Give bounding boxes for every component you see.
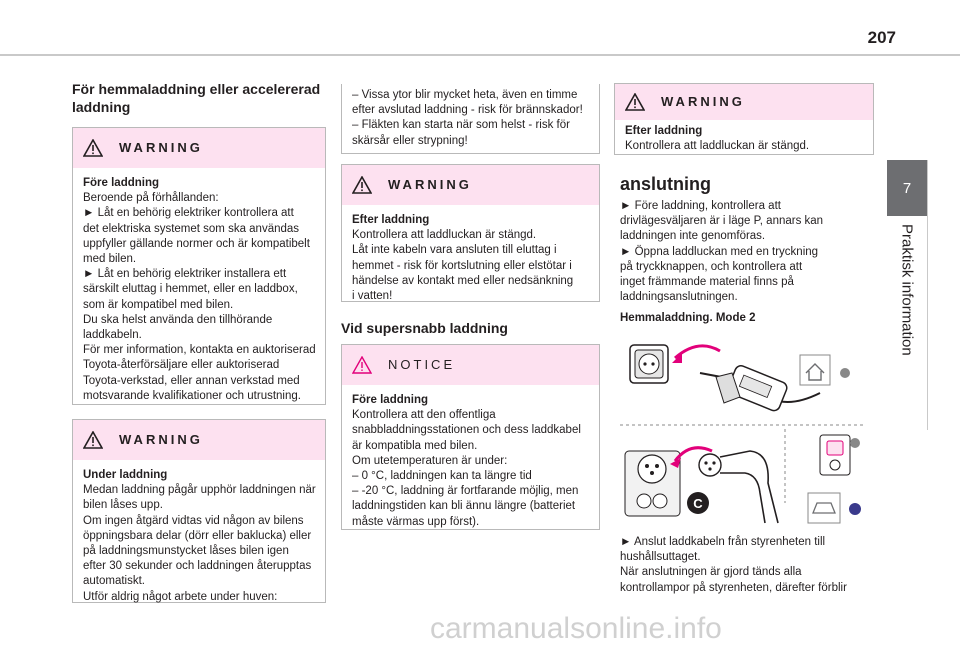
- charging-connector-icon: [699, 451, 778, 523]
- warning-triangle-icon: [625, 93, 645, 111]
- text-line: Före laddning: [83, 177, 160, 189]
- text-line: Före laddning: [352, 394, 429, 406]
- text-line: Utför aldrig något arbete under huven:: [83, 590, 278, 603]
- text-line: ► Låt en behörig elektriker installera ett: [83, 268, 287, 281]
- text-line: särskilt eluttag i hemmet, eller en laddbox,: [83, 283, 298, 296]
- text-line: Beroende på förhållanden:: [83, 192, 219, 205]
- text-line: på tryckknappen, och kontrollera att: [620, 260, 803, 273]
- text-line: uppfyller gällande normer och är kompatibelt: [83, 237, 310, 250]
- text-line: Du ska helst använda den tillhörande: [83, 313, 273, 326]
- warning-continuation: [341, 84, 600, 154]
- watermark: carmanualsonline.info: [430, 612, 722, 645]
- text-line: bilen låses upp.: [83, 499, 163, 512]
- warning-header: [615, 84, 873, 120]
- charging-illustration: [620, 333, 870, 528]
- text-line: Efter laddning: [625, 125, 703, 137]
- text-line: snabbladdningsstationen och dess laddkabel: [352, 424, 581, 437]
- warning-header: [73, 128, 325, 168]
- warning-label: WARNING: [388, 177, 472, 193]
- text-line: Toyota-återförsäljare eller auktoriserad: [83, 359, 280, 372]
- text-line: hemmet - risk för kortslutning eller elstötar i: [352, 259, 572, 272]
- text-line: i vatten!: [352, 290, 393, 303]
- text-line: Kontrollera att den offentliga: [352, 409, 496, 422]
- warning-box-during-charging: [72, 419, 326, 603]
- text-line: är kompatibla med bilen.: [352, 439, 478, 452]
- text-line: För mer information, kontakta en auktoriserad: [83, 344, 316, 357]
- text-line: motsvarande kvalifikationer och utrustning.: [83, 389, 301, 402]
- text-line: – -20 °C, laddning är fortfarande möjlig, men: [352, 485, 579, 498]
- text-line: laddningen inte genomföras.: [620, 230, 766, 243]
- text-line: efter avslutad laddning - risk för brännskador!: [352, 104, 583, 117]
- warning-label: WARNING: [119, 432, 203, 448]
- subheading-mode2: Hemmaladdning. Mode 2: [620, 312, 756, 324]
- connection-after-text: [620, 535, 876, 596]
- text-line: – Vissa ytor blir mycket heta, även en timme: [352, 89, 578, 101]
- chapter-title: Praktisk information: [898, 224, 916, 356]
- warning-body: [615, 120, 873, 162]
- warning-header: [73, 420, 325, 460]
- text-line: öppningsbara delar (dörr eller baklucka) eller: [83, 529, 312, 542]
- text-line: Kontrollera att laddluckan är stängd.: [625, 140, 810, 153]
- warning-box-after-charging-2: [614, 83, 874, 155]
- text-line: ► Anslut laddkabeln från styrenheten till: [620, 536, 826, 548]
- text-line: – Fläkten kan starta när som helst - risk för: [352, 119, 570, 132]
- text-line: drivlägesväljaren är i läge P, annars kan: [620, 215, 824, 228]
- connection-instructions: [620, 199, 876, 305]
- text-line: När anslutningen är gjord tänds alla: [620, 566, 802, 579]
- text-line: skärsår eller strypning!: [352, 134, 468, 147]
- warning-box-before-charging: [72, 127, 326, 405]
- text-line: händelse av kontakt med eller nedsänkning: [352, 274, 574, 287]
- side-rule: [927, 160, 928, 430]
- text-line: måste värmas upp först).: [352, 515, 480, 528]
- figure-label: C: [693, 496, 703, 511]
- warning-box-after-charging: [341, 164, 600, 302]
- text-line: ► Före laddning, kontrollera att: [620, 200, 781, 212]
- notice-label: NOTICE: [388, 357, 456, 373]
- continuation-body: [342, 84, 599, 157]
- text-line: ► Låt en behörig elektriker kontrollera att: [83, 207, 294, 220]
- notice-header: [342, 345, 599, 385]
- text-line: kontrollampor på styrenheten, därefter förblir: [620, 581, 847, 594]
- text-line: laddningstiden kan bli ännu längre (batteriet: [352, 500, 576, 513]
- page-number: 207: [867, 28, 896, 47]
- warning-label: WARNING: [661, 94, 745, 110]
- vehicle-inlet-icon: [625, 451, 680, 516]
- section-heading-connection: anslutning: [620, 174, 711, 194]
- text-line: Under laddning: [83, 469, 168, 481]
- warning-header: [342, 165, 599, 205]
- text-line: på laddningsmunstycket låses bilen igen: [83, 545, 289, 558]
- text-line: som är kompatibel med bilen.: [83, 298, 234, 311]
- text-line: Låt inte kabeln vara ansluten till eluttag i: [352, 244, 557, 257]
- warning-label: WARNING: [119, 140, 203, 156]
- text-line: Efter laddning: [352, 214, 430, 226]
- warning-triangle-icon: [352, 176, 372, 194]
- text-line: hushållsuttaget.: [620, 551, 701, 564]
- text-line: Om ingen åtgärd vidtas vid någon av bilens: [83, 514, 304, 527]
- text-line: det elektriska systemet som ska användas: [83, 222, 300, 235]
- section-heading-supercharge: Vid supersnabb laddning: [341, 320, 508, 336]
- text-line: laddkabeln.: [83, 329, 142, 342]
- notice-body: [342, 385, 599, 538]
- section-heading: För hemmaladdning eller accelererad laddning: [72, 81, 321, 115]
- warning-body: [342, 205, 599, 312]
- text-line: Kontrollera att laddluckan är stängd.: [352, 229, 537, 242]
- chapter-tab[interactable]: 7: [887, 160, 927, 216]
- text-line: Medan laddning pågår upphör laddningen när: [83, 484, 316, 497]
- warning-body: [73, 168, 325, 412]
- car-icon: [808, 493, 840, 523]
- text-line: automatiskt.: [83, 575, 145, 588]
- text-line: efter 30 sekunder och laddningen återupptas: [83, 560, 312, 573]
- household-socket-icon: [630, 345, 668, 383]
- top-rule: [0, 54, 960, 56]
- text-line: ► Öppna laddluckan med en tryckning: [620, 245, 819, 258]
- text-line: Om utetemperaturen är under:: [352, 454, 508, 467]
- warning-body: [73, 460, 325, 613]
- text-line: inget främmande material finns på: [620, 276, 794, 289]
- text-line: Toyota-verkstad, eller annan verkstad med: [83, 374, 300, 387]
- warning-triangle-icon: [83, 139, 103, 157]
- column-1: [72, 80, 326, 116]
- text-line: med bilen.: [83, 253, 137, 266]
- warning-triangle-icon: [83, 431, 103, 449]
- text-line: – 0 °C, laddningen kan ta längre tid: [352, 470, 532, 483]
- text-line: laddningsanslutningen.: [620, 291, 738, 304]
- notice-triangle-icon: [352, 356, 372, 374]
- notice-box: [341, 344, 600, 530]
